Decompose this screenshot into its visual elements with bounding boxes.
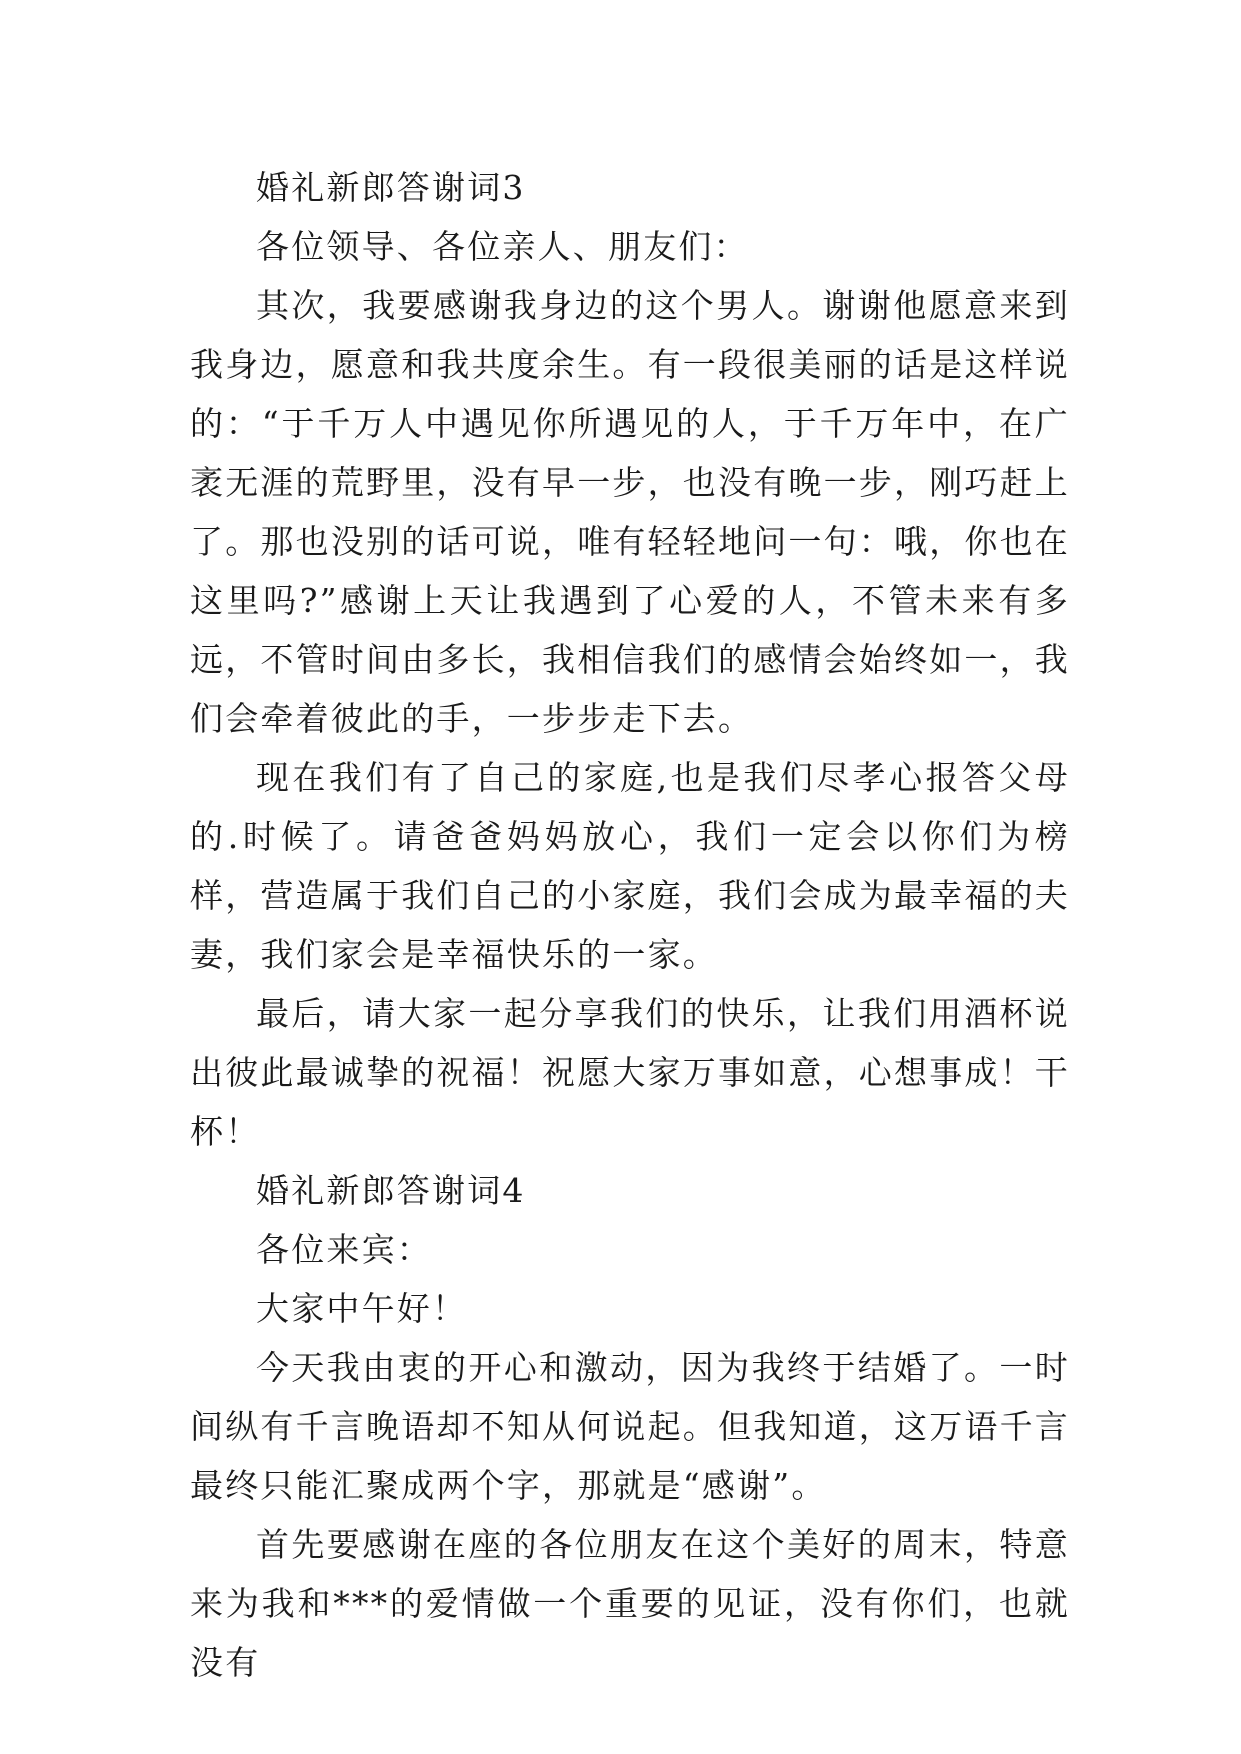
body-paragraph: 其次，我要感谢我身边的这个男人。谢谢他愿意来到我身边，愿意和我共度余生。有一段很美丽的话是这样说的：“于千万人中遇见你所遇见的人，于千万年中，在广袤无涯的荒野里，没有早一步，也没有晚一步，刚巧赶上了。那也没别的话可说，唯有轻轻地问一句：哦，你也在这里吗?”感谢上天让我遇到了心爱的人，不管未来有多远，不管时间由多长，我相信我们的感情会始终如一，我们会牵着彼此的手，一步步走下去。 xyxy=(190,286,1070,738)
body-paragraph: 现在我们有了自己的家庭,也是我们尽孝心报答父母的.时候了。请爸爸妈妈放心，我们一定会以你们为榜样，营造属于我们自己的小家庭，我们会成为最幸福的夫妻，我们家会是幸福快乐的一家。 xyxy=(190,758,1070,974)
section-title-4: 婚礼新郎答谢词4 xyxy=(256,1171,526,1210)
salutation-paragraph: 各位领导、各位亲人、朋友们： xyxy=(256,227,749,266)
body-paragraph: 首先要感谢在座的各位朋友在这个美好的周末，特意来为我和***的爱情做一个重要的见证，没有你们，也就没有 xyxy=(190,1525,1070,1682)
document-body xyxy=(190,158,1070,1692)
section-title-3: 婚礼新郎答谢词3 xyxy=(256,168,526,207)
salutation-paragraph: 各位来宾： xyxy=(256,1230,432,1269)
body-paragraph: 今天我由衷的开心和激动，因为我终于结婚了。一时间纵有千言晚语却不知从何说起。但我知道，这万语千言最终只能汇聚成两个字，那就是“感谢”。 xyxy=(190,1348,1070,1505)
body-paragraph: 最后，请大家一起分享我们的快乐，让我们用酒杯说出彼此最诚挚的祝福！祝愿大家万事如意，心想事成！干杯！ xyxy=(190,994,1070,1151)
greeting-paragraph: 大家中午好！ xyxy=(256,1289,468,1328)
